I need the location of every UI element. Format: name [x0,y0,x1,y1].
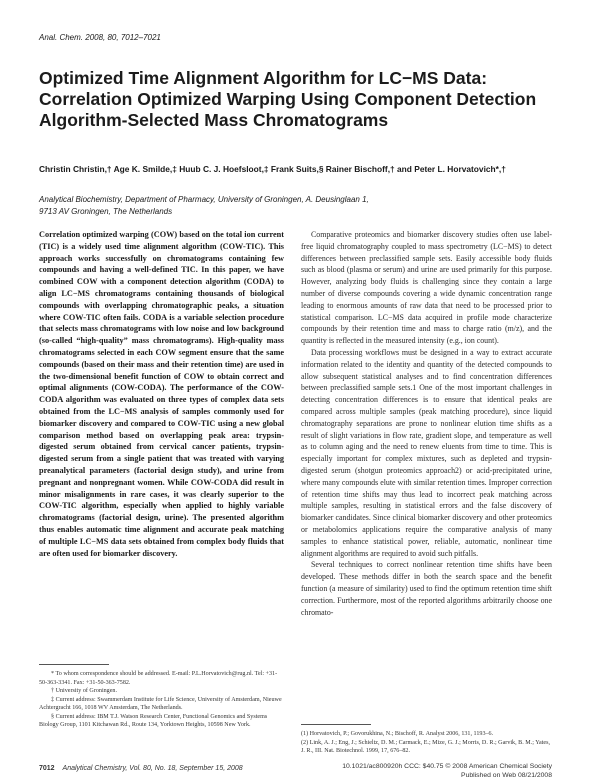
page-footer-right [330,763,552,780]
footnote: † University of Groningen. [51,688,118,694]
footnote: * To whom correspondence should be addressed. E-mail: P.L.Horvatovich@rug.nl. Tel: +31-50-363-3341. Fax: +31-50-363-7582. [39,671,278,686]
footnote: § Current address: IBM T.J. Watson Research Center, Functional Genomics and Systems Biology Group, 1101 Kitchawan Rd., Route 134, Yorktown Heights, 10598 New York. [39,713,268,728]
intro-paragraph: Data processing workflows must be designed in a way to extract accurate information related to the identity and quantity of the detected compounds to allow subsequent statistical analyses and to find concentration differences between preclassified sample sets.1 One of the most important challenges in detecting concentration differences is to ensure that identical peaks are compared across multiple samples (peak matching procedure), since liquid chromatography separations are prone to nonlinear elution time shifts as a result of slight variations in flow rate, gradient slope, and temperature as well as to column aging and the need to renew eluents from time to time. This is especially important for complex mixtures, such as depleted and trypsin-digested serum (shotgun proteomics approach2) or acid-precipitated urine, where many compounds elute with similar retention times. Improper correction of retention time shifts may thus lead to incorrect peak matching across multiple samples, resulting in statistical errors and the false discovery of biomarker candidates. Since clinical biomarker discovery and other proteomics or metabolomics applications require the comparative analysis of many samples to enhance statistical power, reliable, automatic, nonlinear time alignment algorithms are required to avoid such pitfalls. [301,347,552,558]
reference: (1) Horvatovich, P.; Govorukhina, N.; Bischoff, R. Analyst 2006, 131, 1193–6. [301,731,494,737]
footnote-divider [39,664,109,665]
reference: (2) Link, A. J.; Eng, J.; Schieltz, D. M.; Carmack, E.; Mize, G. J.; Morris, D. R.; Garvik, B. M.; Yates, J. R., III. Nat. Biotechnol. 1999, 17, 676–82. [301,739,550,754]
page-number: 7012 [39,765,55,772]
intro-paragraph: Several techniques to correct nonlinear retention time shifts have been developed. These methods differ in both the search space and the benefit function (a measure of similarity) used to find the optimum retention time shift correction. Furthermore, most of the reported algorithms arbitrarily choose one chromato- [301,560,552,617]
journal-citation: Anal. Chem. 2008, 80, 7012–7021 [39,33,161,42]
references-divider [301,724,371,725]
affiliation [39,194,559,217]
footer-journal: Analytical Chemistry, Vol. 80, No. 18, September 15, 2008 [62,765,243,772]
footnote: ‡ Current address: Swammerdam Institute for Life Science, University of Amsterdam, Nieuwe Achtergracht 166, 1018 WV Amsterdam, The Netherlands. [39,696,282,711]
page-footer-left [39,765,243,772]
footer-published: Published on Web 08/21/2008 [461,771,552,779]
affiliation-line-1: Analytical Biochemistry, Department of Pharmacy, University of Groningen, A. Deusinglaan 1, [39,195,369,204]
affiliation-line-2: 9713 AV Groningen, The Netherlands [39,206,173,216]
footnotes [39,670,284,730]
abstract: Correlation optimized warping (COW) based on the total ion current (TIC) is a widely used time alignment algorithm (COW-TIC). This approach works successfully on chromatograms containing few compounds and having a well-defined TIC. In this paper, we have combined COW with a component detection algorithm (CODA) to align LC−MS chromatograms containing thousands of biological compounds with overlapping chromatographic peaks, a situation where COW-TIC often fails. CODA is a variable selection procedure that selects mass chromatograms with low noise and low background (so-called “high-quality” mass chromatograms). High-quality mass chromatograms selected in each COW segment ensure that the same compounds (based on their mass and their retention time) are used in the two-dimensional benefit function of COW to obtain correct and optimal alignments (COW-CODA). The performance of the COW-CODA algorithm was evaluated on three types of complex data sets obtained from the LC−MS analysis of samples commonly used for biomarker discovery and compared to COW-TIC using a new global comparison method based on overlapping peak area: trypsin-digested serum obtained from cervical cancer patients, trypsin-digested serum from a single patient that was treated with varying preanalytical parameters (factorial design study), and urine from pregnant and nonpregnant women. While COW-CODA did result in minor misalignments in rare cases, it was clearly superior to the COW-TIC algorithm, especially when applied to highly variable chromatograms (factorial design, urine). The presented algorithm thus enables automatic time alignment and accurate peak matching of multiple LC−MS data sets obtained from complex body fluids that are often used for biomarker discovery. [39,230,284,558]
article-title: Optimized Time Alignment Algorithm for LC−MS Data: Correlation Optimized Warping Using Component Detection Algorithm-Selected Mass Chromatograms [39,68,537,130]
references [301,730,552,756]
introduction-column [301,229,552,618]
intro-paragraph: Comparative proteomics and biomarker discovery studies often use label-free liquid chromatography coupled to mass spectrometry (LC−MS) to detect differences between preclassified sample sets. Easily accessible body fluids such as blood (plasma or serum) and urine are used primarily for this purpose. However, analyzing body fluids is challenging since they contain a large number of diverse compounds covering a wide dynamic concentration range leading to enormous amounts of raw data that need to be processed prior to statistical comparison. LC−MS data acquired in profile mode characterize compounds by their retention time and mass to charge ratio (m/z), and the quantity is reflected in the measured intensity (e.g., ion count). [301,230,552,346]
footer-doi: 10.1021/ac800920h CCC: $40.75 © 2008 American Chemical Society [342,763,552,770]
author-list: Christin Christin,† Age K. Smilde,‡ Huub C. J. Hoefsloot,‡ Frank Suits,§ Rainer Bischoff,† and Peter L. Horvatovich*,† [39,164,506,174]
